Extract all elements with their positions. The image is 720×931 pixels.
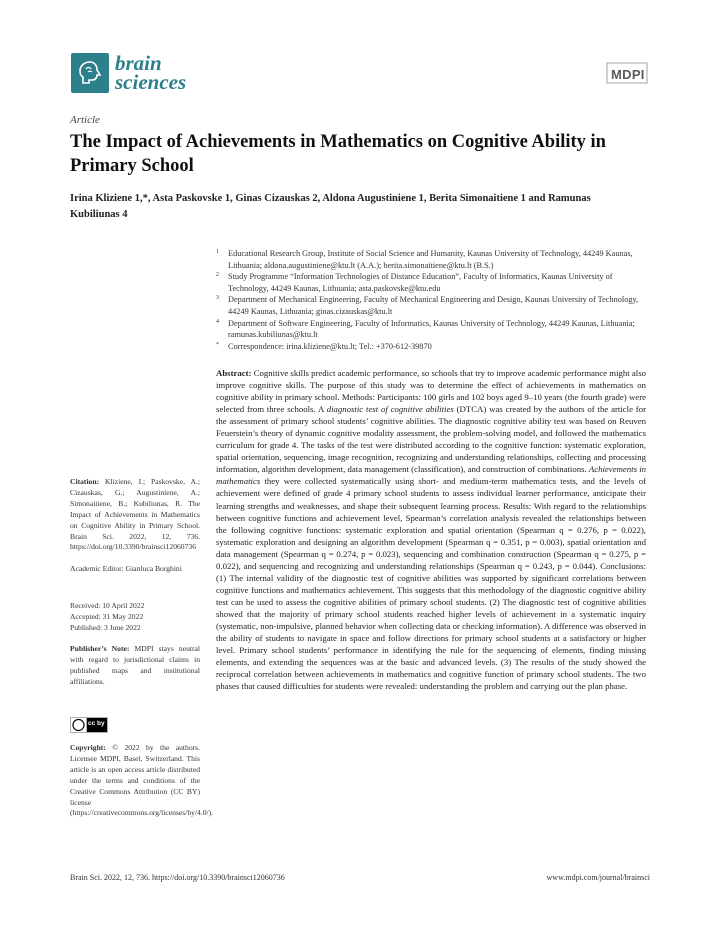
cc-badge-text: cc by <box>88 720 105 727</box>
journal-logo <box>71 53 221 105</box>
article-type: Article <box>70 114 100 126</box>
publisher-logo-text: MDPI <box>611 67 645 82</box>
journal-name <box>115 51 187 94</box>
affiliation-number: 4 <box>216 318 219 325</box>
affiliation-text: Department of Software Engineering, Faculty of Informatics, Kaunas University of Technology, 44249 Kaunas, Lithuania; ramunas.kubiliunas@ktu.lt <box>228 318 635 340</box>
publisher-note <box>70 644 200 688</box>
publisher-note-text: MDPI stays neutral with regard to jurisdictional claims in published maps and institutional affiliations. <box>70 644 201 686</box>
citation-text: Kliziene, I.; Paskovske, A.; Cizauskas, G.; Augustiniene, A.; Simonaitiene, B.; Kubiliunas, R. The Impact of Achievements in Mathematics on Cognitive Ability in Primary School. Brain Sci. 2022, 12, 736. https://doi.org/10.3390/brainsci12060736 <box>70 477 200 552</box>
copyright-text: © 2022 by the authors. Licensee MDPI, Basel, Switzerland. This article is an open access article distributed under the terms and conditions of the Creative Commons Attribution (CC BY) license (https://creativecommons.org/licenses/by/4.0/). <box>70 743 214 818</box>
copyright-label: Copyright: <box>70 743 106 752</box>
accepted-date: Accepted: 31 May 2022 <box>70 611 144 621</box>
affiliation-number: 3 <box>216 295 219 302</box>
abstract-label: Abstract: <box>216 368 252 378</box>
affiliation-text: Department of Mechanical Engineering, Faculty of Mechanical Engineering and Design, Kaunas University of Technology, 44249 Kaunas, Lithuania; ginas.cizauskas@ktu.lt <box>228 295 639 316</box>
publisher-logo <box>605 61 649 85</box>
article-title: The Impact of Achievements in Mathematics on Cognitive Ability in Primary School <box>70 132 606 176</box>
journal-name-line2: sciences <box>115 70 187 94</box>
journal-name-line1: brain <box>115 51 162 75</box>
brain-icon <box>71 53 109 93</box>
article-dates <box>70 601 200 634</box>
footer-citation: Brain Sci. 2022, 12, 736. https://doi.org/10.3390/brainsci12060736 <box>70 873 285 882</box>
affiliation-item <box>216 318 646 341</box>
abstract-italic-1: diagnostic test of cognitive abilities <box>326 404 454 415</box>
abstract-italic-2: Achievements in mathematics <box>216 464 646 487</box>
footer-journal-url[interactable]: www.mdpi.com/journal/brainsci <box>546 873 650 882</box>
affiliation-item <box>216 294 646 317</box>
abstract <box>216 367 646 692</box>
affiliation-text: Study Programme “Information Technologies of Distance Education”, Faculty of Informatics, Kaunas University of Technology, 44249 Kaunas, Lithuania; asta.paskovske@ktu.edu <box>228 272 613 293</box>
abstract-text-3: they were collected systematically using short- and medium-term mathematics tests, and the levels of achievement were defined of grade 4 primary school students to assess individual learner performance, anticipate their learning strengths and weaknesses, and shape their subsequent learning process. Results: With regard to the relationships between cognitive functions and achievement level, Spearman’s correlation analysis revealed the relationships between the following cognitive functions: systematic exploration and spatial orientation (Spearman q = 0.276, p = 0.022), systematic exploration and designing an algorithm development (Spearman q = 0.351, p = 0.003), spatial orientation and data management (Spearman q = 0.274, p = 0.023), sequencing and combination construction (Spearman q = 0.275, p = 0.022), and sequencing and recognizing and understanding relationships (Spearman q = 0.243, p = 0.044). Conclusions: (1) The internal validity of the diagnostic test of cognitive abilities was supported by significant correlations between cognitive functions and mathematics achievement. This suggests that this methodology of the diagnostic cognitive ability test can be used to assess the cognitive abilities of primary school students. (2) The diagnostic test of cognitive abilities showed that the majority of primary school students reached higher levels of achievement in a systematic inquiry (systematic, non-impulsive, planned behavior when collecting data or checking information). A difference was observed in the ability of students to navigate in space and follow directions for primary school students at a satisfactory or higher level. Primary school students’ performance in identifying the rule for the sequencing of elements, finding missing elements, and extending the sequences was at the basic and advanced levels. (3) The results of the study showed the reciprocal correlation between achievements in mathematics and cognitive function of primary school students. The two phases that caused difficulties for students were revealed: understanding the problem and carrying out the plan phase. <box>216 476 646 692</box>
correspondence-text: Correspondence: irina.kliziene@ktu.lt; Tel.: +370-612-39870 <box>228 341 432 351</box>
affiliation-list <box>216 248 646 352</box>
affiliation-number: * <box>216 341 219 348</box>
academic-editor: Academic Editor: Gianluca Borghini <box>70 564 182 573</box>
affiliation-number: 2 <box>216 272 219 279</box>
affiliation-text: Educational Research Group, Institute of Social Science and Humanity, Kaunas University of Technology, 44249 Kaunas, Lithuania; aldona.augustiniene@ktu.lt (A.A.); berita.simonaitiene@ktu.lt (B.S.) <box>228 249 633 270</box>
affiliation-item <box>216 248 646 271</box>
citation-label: Citation: <box>70 477 100 486</box>
received-date: Received: 10 April 2022 <box>70 601 145 610</box>
correspondence-item <box>216 341 646 353</box>
abstract-text-1: Cognitive skills predict academic performance, so schools that try to improve academic performance might also improve cognitive skills. The purpose of this study was to determine the effect of achievements in mathematics on cognitive ability in primary school. Methods: Participants: 100 girls and 102 boys aged 9–10 years (the fourth grade) were selected from three schools. A <box>216 368 647 415</box>
published-date: Published: 3 June 2022 <box>70 622 141 632</box>
affiliation-number: 1 <box>216 249 219 255</box>
citation-block <box>70 477 200 553</box>
copyright-block <box>70 743 214 819</box>
publisher-note-label: Publisher’s Note: <box>70 644 130 653</box>
abstract-text-2: (DTCA) was created by the authors of the article for the assessment of primary school students’ cognitive abilities. The diagnostic cognitive ability test was based on Reuven Feuerstein’s theory of dynamic cognitive modality assessment, the problem-solving model, and followed the mathematics curriculum for grade 4. The tasks of the test were distributed according to the cognitive function: systematic exploration, spatial orientation, sequencing, image recognition, recognizing and understanding relationships, collecting and processing information, algorithm development, data management (classification), and construction of combinations. <box>216 404 646 475</box>
author-list: Irina Kliziene 1,*, Asta Paskovske 1, Ginas Cizauskas 2, Aldona Augustiniene 1, Berita Simonaitiene 1 and Ramunas Kubiliunas 4 <box>70 193 591 220</box>
affiliation-item <box>216 271 646 294</box>
cc-license-badge[interactable] <box>70 717 108 733</box>
